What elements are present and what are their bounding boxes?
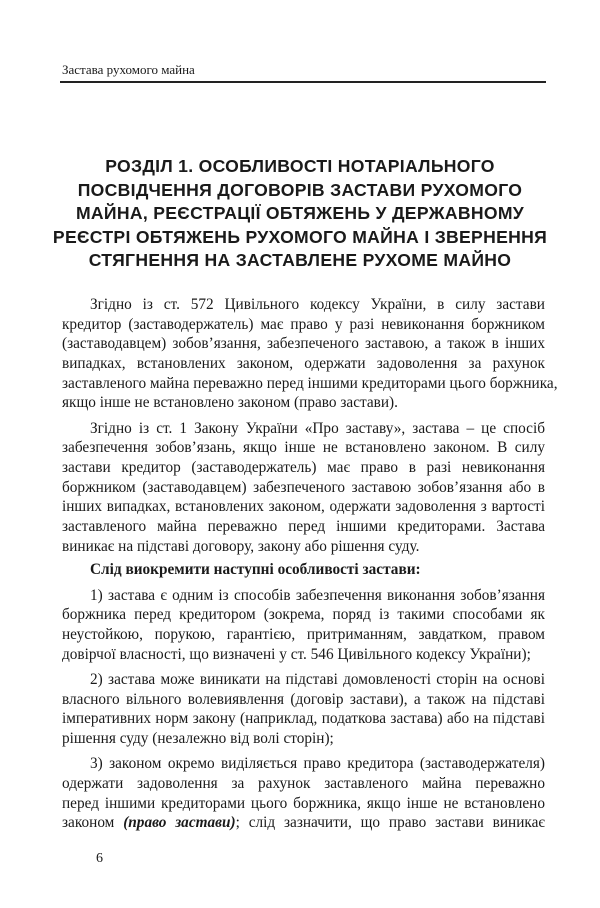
text-line: власного вільного волевиявлення (договір застави), а також на підставі [62,690,545,708]
text-line: забезпечення зобов’язань, якщо інше не встановлено законом. В силу [62,439,545,457]
text-line: випадках, встановлених законом, одержати задоволення за рахунок [62,355,545,373]
text-line: імперативних норм закону (наприклад, податкова застава) або на підставі [62,710,545,728]
paragraph-1 [62,295,558,413]
list-item-3 [62,754,545,833]
text-line: 2) застава може виникати на підставі домовленості сторін на основі [90,670,545,688]
text-line: застави кредитор (заставодержатель) має право в разі невиконання [62,459,545,476]
list-item-2 [62,670,545,749]
title-line: ПОСВІДЧЕННЯ ДОГОВОРІВ ЗАСТАВИ РУХОМОГО [77,179,523,200]
list-item-1 [62,586,545,665]
text-line: заставленого майна переважно перед іншими кредиторами. Застава [62,518,545,536]
text-line: 1) застава є одним із способів забезпечення виконання зобов’язання [90,586,545,604]
text-line: (заставодавцем) зобов’язання, забезпеченого заставою, а також в інших [62,335,545,353]
chapter-title [40,155,560,273]
text-line [62,813,545,833]
text-line: одержати задоволення за рахунок заставленого майна переважно [62,774,545,792]
emphasis-term: (право застави) [123,814,236,832]
text-line: перед іншими кредиторами цього боржника, якщо інше не встановлено [62,794,545,812]
title-line: СТЯГНЕННЯ НА ЗАСТАВЛЕНЕ РУХОМЕ МАЙНО [88,250,512,270]
text-line: довірчої власності, що визначені у ст. 546 Цивільного кодексу України); [62,645,531,663]
text-line: кредитор (заставодержатель) має право у разі невиконання боржником [62,315,545,333]
body-text [62,295,558,833]
text-line: заставленого майна переважно перед іншими кредиторами цього боржника, [62,374,558,392]
text-line: виникає на підставі договору, закону або рішення суду. [62,537,420,555]
title-line: РОЗДІЛ 1. ОСОБЛИВОСТІ НОТАРІАЛЬНОГО [105,156,495,176]
page-number: 6 [96,851,103,866]
header-rule [60,81,546,83]
text-run: ; слід зазначити, що право застави виникає [235,814,545,832]
running-header: Застава рухомого майна [62,62,195,77]
paragraph-2 [62,419,545,557]
text-line: боржника перед кредитором (зокрема, поряд із такими способами як [62,606,545,624]
text-line: рішення суду (незалежно від волі сторін); [62,729,334,747]
title-line: РЕЄСТРІ ОБТЯЖЕНЬ РУХОМОГО МАЙНА І ЗВЕРНЕННЯ [52,226,548,247]
text-line: 3) законом окремо виділяється право кредитора (заставодержателя) [90,755,545,773]
text-line: інших випадках, встановлених законом, одержати задоволення з вартості [62,498,545,516]
text-line: Згідно із ст. 1 Закону України «Про заставу», застава – це спосіб [90,419,545,437]
text-line: боржником (заставодавцем) забезпеченого заставою зобов’язання або в [62,478,545,496]
text-line: якщо інше не встановлено законом (право застави). [62,394,398,412]
text-line: неустойкою, порукою, гарантією, притриманням, завдатком, правом [62,626,545,644]
text-line: Згідно із ст. 572 Цивільного кодексу України, в силу застави [90,296,545,313]
text-run: законом [62,814,124,832]
section-heading: Слід виокремити наступні особливості застави: [90,561,421,579]
title-line: МАЙНА, РЕЄСТРАЦІЇ ОБТЯЖЕНЬ У ДЕРЖАВНОМУ [75,203,525,223]
